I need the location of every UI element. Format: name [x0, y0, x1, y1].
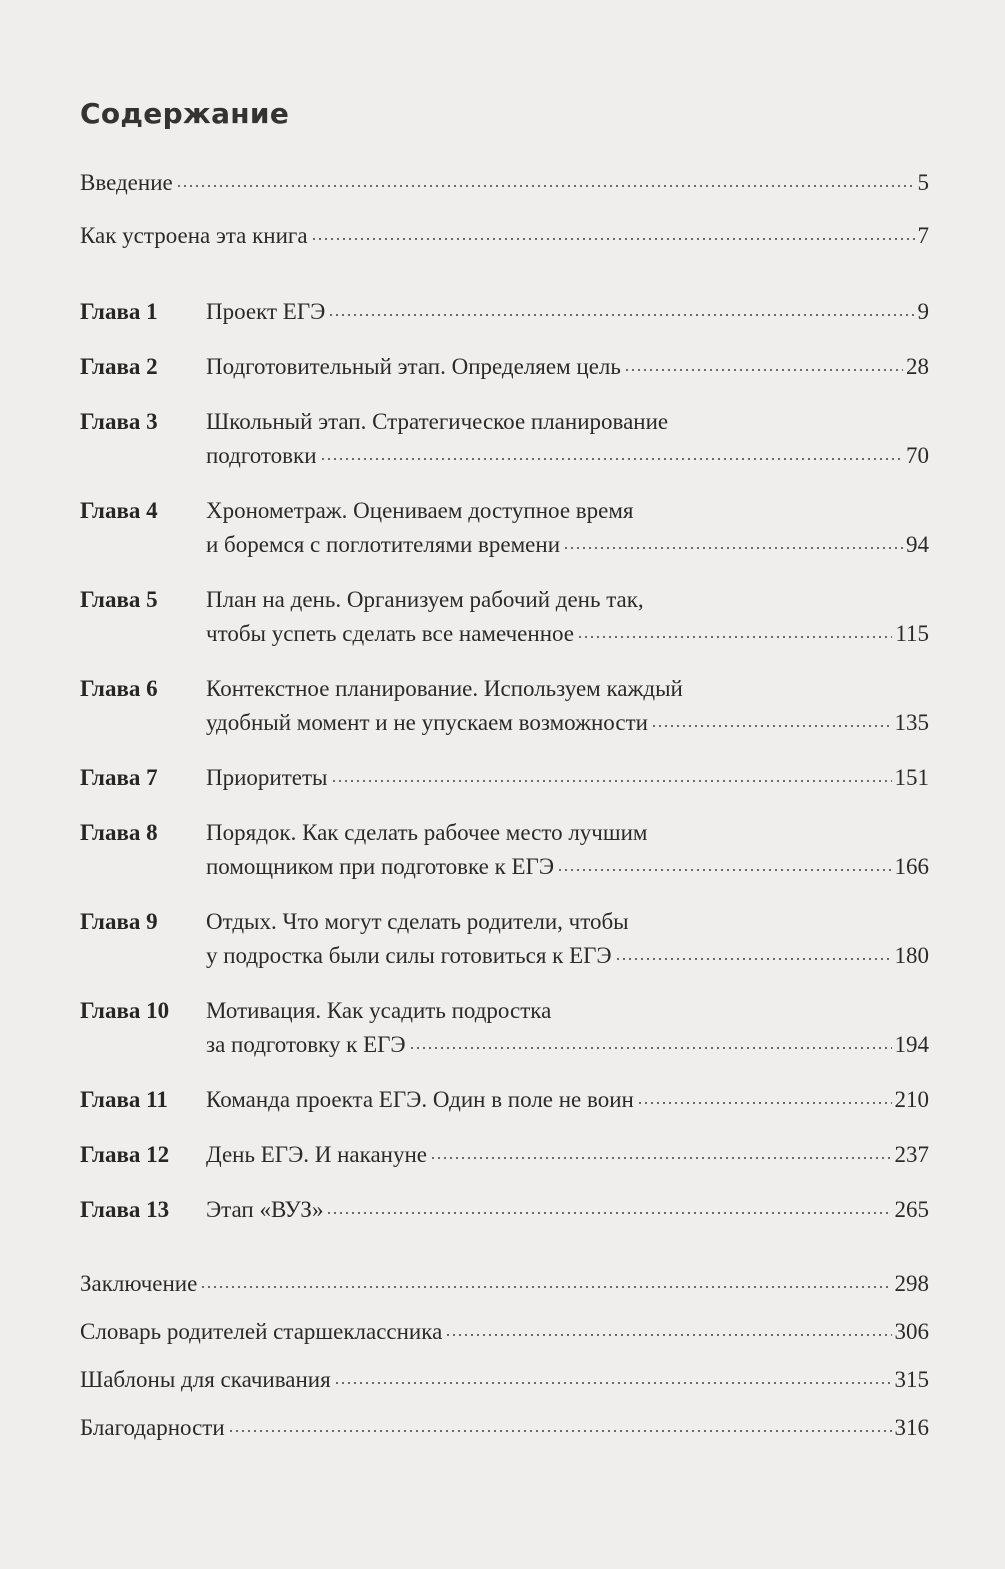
chapter-entry: [80, 1138, 929, 1172]
toc-entry-title: Команда проекта ЕГЭ. Один в поле не воин: [206, 1087, 634, 1112]
toc-entry-line: [80, 1267, 929, 1301]
chapter-entry: [80, 583, 929, 651]
chapter-entry: [80, 494, 929, 562]
chapter-label: Глава 5: [80, 587, 158, 612]
chapter-entry: [80, 405, 929, 473]
chapters-section: [80, 295, 929, 1227]
chapter-title-line: Хронометраж. Оцениваем доступное время: [206, 498, 634, 523]
toc-entry-title: и боремся с поглотителями времени: [206, 532, 561, 557]
chapter-body: [206, 994, 929, 1062]
chapter-entry: [80, 1193, 929, 1227]
dot-leader: [615, 958, 892, 960]
dot-leader: [409, 1047, 892, 1049]
dot-leader: [228, 1430, 892, 1432]
toc-entry-page: 166: [894, 854, 929, 879]
dot-leader: [651, 725, 892, 727]
dot-leader: [176, 185, 915, 187]
chapter-body: [206, 1138, 929, 1172]
chapter-body: [206, 672, 929, 740]
dot-leader: [200, 1286, 891, 1288]
toc-entry-title: чтобы успеть сделать все намеченное: [206, 621, 574, 646]
chapter-label: Глава 4: [80, 498, 158, 523]
chapter-title-line: Контекстное планирование. Используем каждый: [206, 676, 683, 701]
chapter-label: Глава 1: [80, 299, 158, 324]
chapter-entry: [80, 350, 929, 384]
dot-leader: [577, 636, 892, 638]
toc-entry-line: [80, 1411, 929, 1445]
chapter-label: Глава 8: [80, 820, 158, 845]
toc-entry: [80, 1363, 929, 1397]
toc-entry: [80, 1267, 929, 1301]
dot-leader: [326, 1212, 891, 1214]
intro-section: [80, 166, 929, 253]
toc-entry-page: 265: [894, 1197, 929, 1222]
dot-leader: [563, 547, 903, 549]
toc-entry-line: [206, 439, 929, 473]
toc-entry-line: [206, 706, 929, 740]
toc-entry-title: Благодарности: [80, 1415, 225, 1440]
chapter-title-line: Отдых. Что могут сделать родители, чтобы: [206, 909, 629, 934]
dot-leader: [445, 1334, 891, 1336]
page-title: Содержание: [80, 97, 290, 130]
toc-entry-line: [206, 350, 929, 384]
toc-entry-line: [206, 528, 929, 562]
dot-leader: [331, 780, 892, 782]
chapter-title-line: План на день. Организуем рабочий день так,: [206, 587, 644, 612]
toc-entry-page: 306: [894, 1319, 929, 1344]
chapter-entry: [80, 905, 929, 973]
dot-leader: [557, 869, 891, 871]
toc-entry: [80, 166, 929, 200]
toc-entry-body: [80, 1267, 929, 1301]
toc-entry-page: 70: [906, 443, 929, 468]
toc-entry-body: [80, 1363, 929, 1397]
chapter-title-line: Порядок. Как сделать рабочее место лучшим: [206, 820, 648, 845]
toc-entry-title: за подготовку к ЕГЭ: [206, 1032, 406, 1057]
chapter-entry: [80, 816, 929, 884]
chapter-body: [206, 350, 929, 384]
chapter-label: Глава 2: [80, 354, 158, 379]
toc-entry-title: Этап «ВУЗ»: [206, 1197, 324, 1222]
toc-entry-line: [80, 1315, 929, 1349]
toc-entry-line: [206, 850, 929, 884]
toc-entry-page: 237: [894, 1142, 929, 1167]
toc-entry-title: удобный момент и не упускаем возможности: [206, 710, 648, 735]
toc-entry-line: [206, 939, 929, 973]
toc-entry-page: 115: [895, 621, 929, 646]
toc-entry-line: [206, 1138, 929, 1172]
chapter-label: Глава 3: [80, 409, 158, 434]
toc-entry-body: [80, 219, 929, 253]
toc-entry-title: Проект ЕГЭ: [206, 299, 326, 324]
chapter-title-line: Мотивация. Как усадить подростка: [206, 998, 552, 1023]
dot-leader: [320, 458, 904, 460]
chapter-body: [206, 494, 929, 562]
dot-leader: [637, 1102, 892, 1104]
chapter-body: [206, 1193, 929, 1227]
toc-entry-line: [80, 1363, 929, 1397]
chapter-body: [206, 295, 929, 329]
chapter-body: [206, 816, 929, 884]
chapter-label: Глава 12: [80, 1142, 170, 1167]
toc-entry-title: Словарь родителей старшеклассника: [80, 1319, 443, 1344]
toc-entry-page: 315: [894, 1367, 929, 1392]
dot-leader: [328, 314, 914, 316]
toc-entry-page: 9: [917, 299, 929, 324]
toc-entry-page: 316: [894, 1415, 929, 1440]
toc-entry-title: Приоритеты: [206, 765, 328, 790]
toc-entry-page: 298: [894, 1271, 929, 1296]
chapter-entry: [80, 1083, 929, 1117]
toc-entry-title: День ЕГЭ. И накануне: [206, 1142, 427, 1167]
toc-entry-line: [206, 761, 929, 795]
dot-leader: [311, 238, 915, 240]
toc-entry-page: 5: [917, 170, 929, 195]
toc-entry-body: [80, 166, 929, 200]
toc-entry-title: Подготовительный этап. Определяем цель: [206, 354, 621, 379]
appendix-section: [80, 1267, 929, 1445]
toc-entry-line: [206, 617, 929, 651]
toc-entry: [80, 1411, 929, 1445]
chapter-entry: [80, 295, 929, 329]
toc-entry-line: [206, 295, 929, 329]
toc-entry-title: помощником при подготовке к ЕГЭ: [206, 854, 555, 879]
toc-entry-page: 94: [906, 532, 929, 557]
chapter-entry: [80, 761, 929, 795]
toc-entry-page: 28: [906, 354, 929, 379]
toc-entry-title: Как устроена эта книга: [80, 223, 308, 248]
toc-entry-line: [206, 1193, 929, 1227]
toc-entry-page: 194: [894, 1032, 929, 1057]
toc-entry-page: 135: [894, 710, 929, 735]
toc-entry-page: 151: [894, 765, 929, 790]
toc-entry-line: [80, 219, 929, 253]
toc-entry-title: подготовки: [206, 443, 317, 468]
toc-entry-line: [80, 166, 929, 200]
toc-entry: [80, 1315, 929, 1349]
chapter-label: Глава 7: [80, 765, 158, 790]
chapter-title-line: Школьный этап. Стратегическое планирование: [206, 409, 669, 434]
toc-entry-page: 210: [894, 1087, 929, 1112]
chapter-label: Глава 6: [80, 676, 158, 701]
chapter-label: Глава 13: [80, 1197, 170, 1222]
toc-entry: [80, 219, 929, 253]
toc-entry-title: Введение: [80, 170, 173, 195]
chapter-body: [206, 583, 929, 651]
toc-entry-body: [80, 1315, 929, 1349]
toc-entry-page: 180: [894, 943, 929, 968]
chapter-body: [206, 761, 929, 795]
chapter-label: Глава 9: [80, 909, 158, 934]
toc-entry-title: у подростка были силы готовиться к ЕГЭ: [206, 943, 612, 968]
chapter-body: [206, 905, 929, 973]
chapter-body: [206, 1083, 929, 1117]
chapter-entry: [80, 672, 929, 740]
dot-leader: [334, 1382, 892, 1384]
dot-leader: [624, 369, 903, 371]
chapter-entry: [80, 994, 929, 1062]
toc-entry-line: [206, 1083, 929, 1117]
toc-entry-title: Шаблоны для скачивания: [80, 1367, 331, 1392]
toc-entry-line: [206, 1028, 929, 1062]
toc-entry-page: 7: [917, 223, 929, 248]
toc-entry-body: [80, 1411, 929, 1445]
dot-leader: [430, 1157, 892, 1159]
chapter-label: Глава 10: [80, 998, 170, 1023]
toc-entry-title: Заключение: [80, 1271, 198, 1296]
chapter-body: [206, 405, 929, 473]
chapter-label: Глава 11: [80, 1087, 168, 1112]
